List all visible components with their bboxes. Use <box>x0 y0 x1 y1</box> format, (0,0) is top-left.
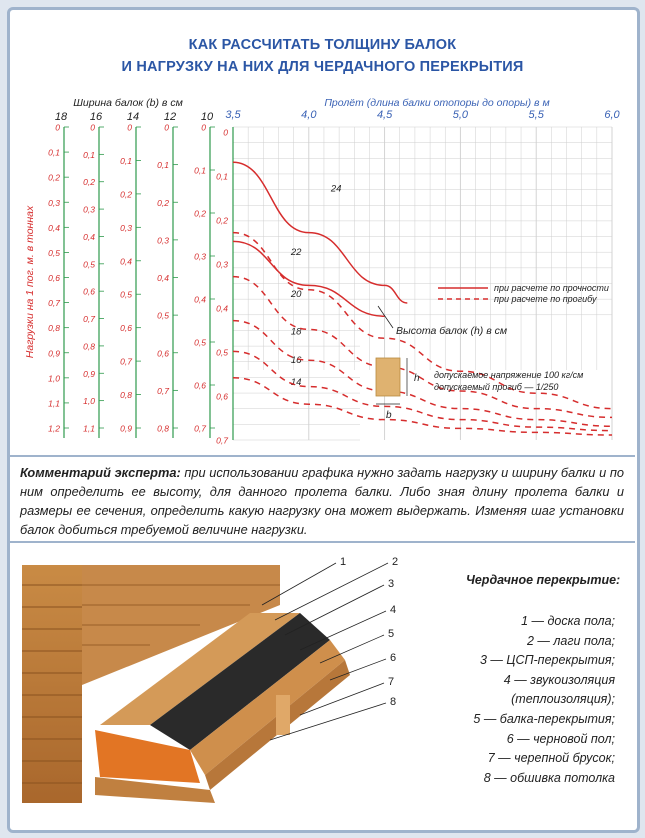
load-axis-label: Нагрузки на 1 пог. м. в тоннах <box>24 205 36 359</box>
width-scales <box>48 111 233 446</box>
width-scale-14-tick: 0,2 <box>120 189 132 200</box>
curve-label-22: 22 <box>290 247 302 259</box>
span-tick-0: 3,5 <box>225 109 241 121</box>
width-scale-18-tick: 0,6 <box>48 273 60 283</box>
width-scale-14-header: 14 <box>126 111 140 123</box>
span-tick-labels <box>225 109 620 121</box>
inner-scale-tick: 0,7 <box>216 435 228 446</box>
legend-item-7: 7 — черепной брусок; <box>487 751 615 766</box>
curve-label-16: 16 <box>290 355 302 366</box>
width-scale-16-tick: 0,3 <box>83 204 95 215</box>
width-scale-12-tick: 0,3 <box>157 235 169 246</box>
inner-scale-tick: 0 <box>223 127 228 138</box>
width-scale-16-header: 16 <box>89 111 103 123</box>
width-scale-16-tick: 0 <box>90 122 95 133</box>
span-tick-3: 5,0 <box>452 109 469 121</box>
callout-line-3 <box>285 585 384 635</box>
callout-number-4: 4 <box>390 604 397 616</box>
inner-scale-tick: 0,5 <box>216 347 228 358</box>
legend-item-4: (теплоизоляция); <box>511 692 615 707</box>
width-scale-18-tick: 0 <box>55 122 60 133</box>
width-scale-18-tick: 0,7 <box>48 298 60 309</box>
width-scale-14-tick: 0 <box>127 122 132 133</box>
width-scale-12-tick: 0,8 <box>157 423 169 434</box>
width-scale-18-tick: 1,2 <box>48 423 60 434</box>
beam-section-icon <box>376 358 400 396</box>
width-scale-12-header: 12 <box>163 111 177 123</box>
width-scale-10-tick: 0,5 <box>194 337 206 348</box>
width-axis-label: Ширина балок (b) в см <box>73 97 183 109</box>
width-scale-16-tick: 0,2 <box>83 177 95 188</box>
width-scale-14-tick: 0,9 <box>120 423 132 434</box>
width-scale-16-tick: 0,4 <box>83 231 95 242</box>
width-scale-12-tick: 0,5 <box>157 310 169 321</box>
curve-label-24: 24 <box>330 183 342 195</box>
width-scale-12-tick: 0 <box>164 122 169 133</box>
span-axis-label: Пролёт (длина балки отопоры до опоры) в м <box>324 97 550 109</box>
inner-scale-tick: 0,1 <box>216 171 228 182</box>
width-scale-14-tick: 0,7 <box>120 356 132 367</box>
width-scale-14-tick: 0,8 <box>120 390 132 401</box>
width-scale-18-tick: 0,2 <box>48 172 60 183</box>
note-stress: допускаемое напряжение 100 кг/см <box>434 370 584 380</box>
width-scale-16-tick: 0,9 <box>83 368 95 379</box>
width-scale-10-tick: 0,6 <box>194 380 206 391</box>
legend-item-3: 4 — звукоизоляция <box>503 672 615 687</box>
cranial-bar <box>276 695 290 735</box>
inner-scale-tick: 0,3 <box>216 259 228 270</box>
divider-bottom <box>10 541 635 543</box>
log-wall <box>22 565 82 803</box>
curve-label-20: 20 <box>290 289 302 300</box>
width-scale-10-tick: 0 <box>201 122 206 133</box>
legend-item-1: 2 — лаги пола; <box>526 633 615 648</box>
width-scale-18-tick: 0,4 <box>48 222 60 233</box>
width-scale-16-tick: 0,8 <box>83 341 95 352</box>
width-scale-14-tick: 0,5 <box>120 289 132 300</box>
span-tick-4: 5,5 <box>528 109 544 121</box>
callout-number-7: 7 <box>388 676 395 688</box>
width-scale-14-tick: 0,4 <box>120 256 132 267</box>
legend-item-2: 3 — ЦСП-перекрытия; <box>479 653 615 668</box>
width-scale-18-header: 18 <box>54 111 68 123</box>
width-scale-18-tick: 1,0 <box>48 373 60 384</box>
width-scale-16-tick: 0,1 <box>83 149 95 160</box>
width-scale-10-tick: 0,4 <box>194 294 206 305</box>
width-scale-16-tick: 0,5 <box>83 259 95 270</box>
page-title-line1: КАК РАССЧИТАТЬ ТОЛЩИНУ БАЛОК <box>188 37 457 53</box>
width-scale-10-tick: 0,1 <box>194 165 206 176</box>
width-scale-16-tick: 1,1 <box>83 423 95 434</box>
width-scale-10-tick: 0,2 <box>194 208 206 219</box>
callout-number-3: 3 <box>388 578 395 590</box>
span-tick-1: 4,0 <box>301 109 317 121</box>
callout-number-6: 6 <box>390 652 397 664</box>
callout-number-8: 8 <box>390 696 397 708</box>
callout-number-5: 5 <box>388 628 395 640</box>
callout-number-2: 2 <box>392 556 399 568</box>
width-scale-12-tick: 0,4 <box>157 273 169 283</box>
legend-strength: при расчете по прочности <box>494 283 609 293</box>
inner-scale-tick: 0,4 <box>216 303 228 314</box>
callout-number-1: 1 <box>340 556 347 568</box>
diagram-title: Чердачное перекрытие: <box>466 573 621 587</box>
width-scale-18-tick: 0,3 <box>48 197 60 208</box>
curve-label-14: 14 <box>290 377 302 388</box>
divider-top <box>10 455 635 457</box>
width-scale-12-tick: 0,6 <box>157 348 169 359</box>
width-scale-10-tick: 0,7 <box>194 423 206 434</box>
legend-item-6: 6 — черновой пол; <box>506 731 615 746</box>
expert-comment-lead: Комментарий эксперта: <box>20 465 181 480</box>
h-mark: h <box>414 373 420 384</box>
width-scale-12-tick: 0,2 <box>157 197 169 208</box>
height-label: Высота балок (h) в см <box>396 325 508 337</box>
note-deflection: допускаемый прогиб — 1/250 <box>434 382 559 392</box>
expert-comment <box>20 463 624 539</box>
width-scale-14-tick: 0,1 <box>120 155 132 166</box>
width-scale-18-tick: 0,8 <box>48 323 60 334</box>
width-scale-10-tick: 0,3 <box>194 251 206 262</box>
width-scale-16-tick: 1,0 <box>83 396 95 407</box>
legend-item-0: 1 — доска пола; <box>521 614 615 628</box>
curve-label-18: 18 <box>290 326 302 338</box>
page-title-line2: И НАГРУЗКУ НА НИХ ДЛЯ ЧЕРДАЧНОГО ПЕРЕКРЫТИЯ <box>121 59 524 75</box>
width-scale-16-tick: 0,6 <box>83 286 95 297</box>
diagram-legend <box>473 612 615 788</box>
width-scale-10-header: 10 <box>200 111 214 123</box>
attic-floor-illustration <box>0 545 420 815</box>
height-label-pointer <box>378 306 393 328</box>
legend-deflection: при расчете по прогибу <box>494 294 597 304</box>
curve-24-solid <box>233 162 407 303</box>
width-scale-14-tick: 0,3 <box>120 222 132 233</box>
width-scale-16-tick: 0,7 <box>83 314 95 325</box>
width-scale-18-tick: 0,9 <box>48 348 60 359</box>
b-mark: b <box>386 410 392 421</box>
width-scale-14-tick: 0,6 <box>120 323 132 334</box>
width-scale-12-tick: 0,1 <box>157 160 169 171</box>
span-tick-5: 6,0 <box>604 109 620 121</box>
inner-scale-tick: 0,6 <box>216 391 228 402</box>
expert-comment-text: при использовании графика нужно задать нагрузку и ширину балки и по ним определить ее высоту, для данного пролета балки. Либо зная длину пролета балки и размеры ее сечения, определить какую нагрузку она может выдержать. Изменяя шаг установки балок добиться требуемой величине нагрузки. <box>20 465 624 537</box>
width-scale-18-tick: 0,5 <box>48 247 60 258</box>
width-scale-18-tick: 0,1 <box>48 147 60 158</box>
width-scale-18-tick: 1,1 <box>48 398 60 409</box>
width-scale-12-tick: 0,7 <box>157 385 169 396</box>
inner-scale-tick: 0,2 <box>216 215 228 226</box>
span-tick-2: 4,5 <box>376 109 393 121</box>
legend-item-8: 8 — обшивка потолка <box>483 770 615 785</box>
legend-item-5: 5 — балка-перекрытия; <box>473 711 615 726</box>
